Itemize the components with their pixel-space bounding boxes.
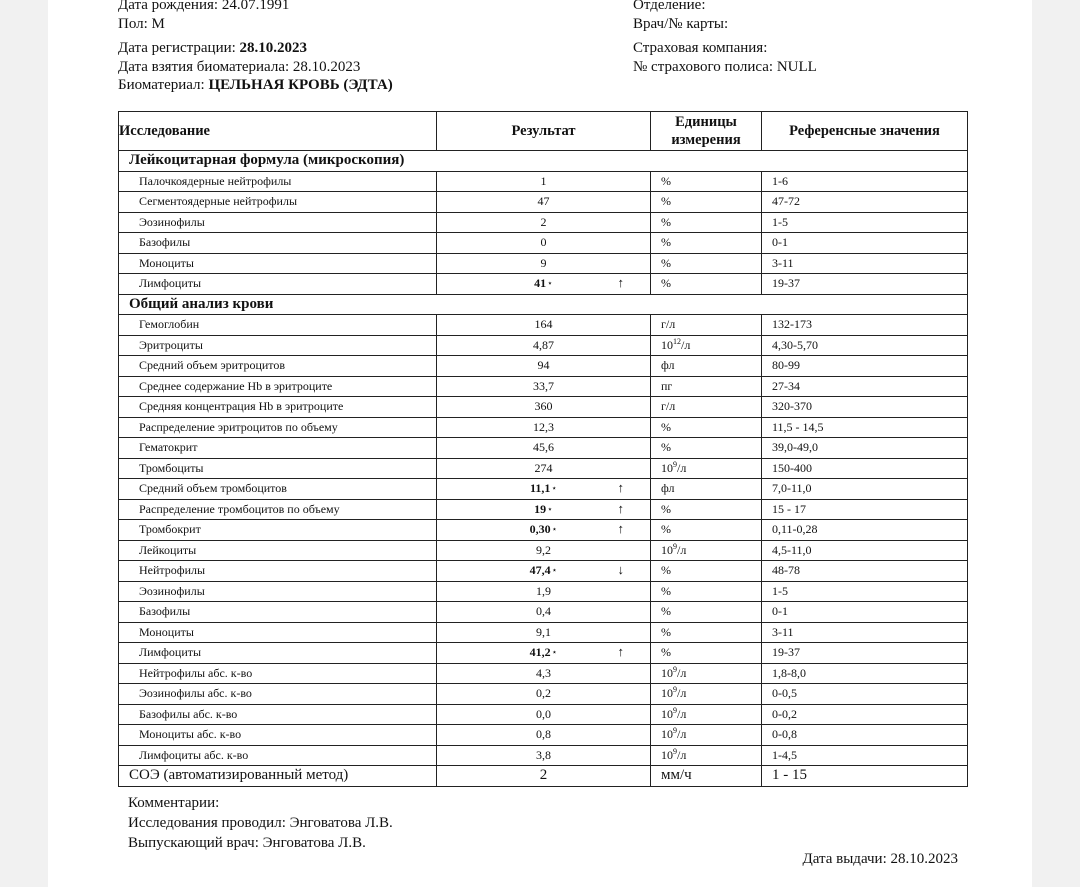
test-result <box>437 643 651 664</box>
test-name: Моноциты абс. к-во <box>119 725 437 746</box>
test-reference: 47-72 <box>762 192 968 213</box>
table-row <box>119 622 968 643</box>
table-row <box>119 684 968 705</box>
section-header-row <box>119 294 968 315</box>
test-unit: $10^{12}/л$ <box>651 335 762 356</box>
test-result <box>437 233 651 254</box>
test-reference: 0-0,2 <box>762 704 968 725</box>
test-result: 2 <box>437 766 651 787</box>
test-name: Средний объем эритроцитов <box>119 356 437 377</box>
registration-date: Дата регистрации: 28.10.2023 <box>118 40 308 56</box>
test-unit: % <box>651 417 762 438</box>
test-result <box>437 212 651 233</box>
test-name: Среднее содержание Hb в эритроците <box>119 376 437 397</box>
result-value: 4,3 <box>536 665 551 680</box>
test-reference: 150-400 <box>762 458 968 479</box>
test-result <box>437 479 651 500</box>
table-row <box>119 704 968 725</box>
test-result <box>437 704 651 725</box>
table-row <box>119 499 968 520</box>
test-name: Распределение тромбоцитов по объему <box>119 499 437 520</box>
department: Отделение: <box>633 0 706 13</box>
test-unit: $10^9/л$ <box>651 684 762 705</box>
arrow-up-icon: ↑ <box>617 480 624 495</box>
section-header-row <box>119 151 968 172</box>
test-result <box>437 684 651 705</box>
table-row <box>119 417 968 438</box>
test-result <box>437 171 651 192</box>
test-unit: % <box>651 233 762 254</box>
test-result <box>437 417 651 438</box>
test-name: Тромбоциты <box>119 458 437 479</box>
test-reference: 132-173 <box>762 315 968 336</box>
test-name: Нейтрофилы абс. к-во <box>119 663 437 684</box>
test-result <box>437 663 651 684</box>
test-result <box>437 581 651 602</box>
table-row <box>119 192 968 213</box>
test-unit: $10^9/л$ <box>651 458 762 479</box>
table-row <box>119 274 968 295</box>
abnormal-star-icon: ⋆ <box>551 647 558 658</box>
test-name: Моноциты <box>119 253 437 274</box>
test-result <box>437 274 651 295</box>
table-header-row <box>119 112 968 151</box>
table-row <box>119 643 968 664</box>
section-title: Лейкоцитарная формула (микроскопия) <box>119 151 968 172</box>
abnormal-star-icon: ⋆ <box>551 524 558 535</box>
test-unit: $10^9/л$ <box>651 663 762 684</box>
result-value: 0,2 <box>536 686 551 701</box>
result-value: 47,4 <box>529 563 551 578</box>
patient-info <box>118 0 393 95</box>
test-reference: 1 - 15 <box>762 766 968 787</box>
insurance-policy: № страхового полиса: NULL <box>633 58 817 75</box>
result-value: 0,8 <box>536 727 551 742</box>
test-unit: % <box>651 171 762 192</box>
header-result: Результат <box>437 112 651 151</box>
test-unit: % <box>651 561 762 582</box>
doctor-card: Врач/№ карты: <box>633 15 729 32</box>
test-unit: пг <box>651 376 762 397</box>
test-unit: $10^9/л$ <box>651 725 762 746</box>
table-row <box>119 253 968 274</box>
test-reference: 0-1 <box>762 233 968 254</box>
section-title: Общий анализ крови <box>119 294 968 315</box>
test-result <box>437 458 651 479</box>
test-name: Эозинофилы <box>119 212 437 233</box>
table-row <box>119 233 968 254</box>
performed-by: Исследования проводил: Энговатова Л.В. <box>128 815 393 831</box>
arrow-up-icon: ↑ <box>617 275 624 290</box>
issue-date: Дата выдачи: 28.10.2023 <box>802 851 958 867</box>
test-unit: % <box>651 253 762 274</box>
table-row <box>119 438 968 459</box>
result-value: 4,87 <box>533 337 554 352</box>
result-value: 0,0 <box>536 706 551 721</box>
test-reference: 0-0,5 <box>762 684 968 705</box>
abnormal-star-icon: ⋆ <box>547 278 553 289</box>
result-value: 360 <box>534 399 553 414</box>
test-unit: г/л <box>651 315 762 336</box>
test-result <box>437 745 651 766</box>
test-name: Лимфоциты <box>119 643 437 664</box>
test-reference: 19-37 <box>762 643 968 664</box>
table-row <box>119 335 968 356</box>
test-name: Базофилы абс. к-во <box>119 704 437 725</box>
test-result <box>437 602 651 623</box>
result-value: 1,9 <box>536 583 551 598</box>
result-value: 0 <box>540 235 547 250</box>
table-row <box>119 212 968 233</box>
table-row <box>119 356 968 377</box>
test-unit: фл <box>651 356 762 377</box>
arrow-up-icon: ↑ <box>617 521 624 536</box>
table-row <box>119 561 968 582</box>
test-result <box>437 725 651 746</box>
result-value: 2 <box>540 214 547 229</box>
header-test: Исследование <box>119 112 437 151</box>
test-name: Лейкоциты <box>119 540 437 561</box>
table-row <box>119 663 968 684</box>
test-reference: 1-4,5 <box>762 745 968 766</box>
sample-date: Дата взятия биоматериала: 28.10.2023 <box>118 58 361 75</box>
test-name: Лимфоциты абс. к-во <box>119 745 437 766</box>
test-result <box>437 622 651 643</box>
test-reference: 48-78 <box>762 561 968 582</box>
table-row <box>119 520 968 541</box>
test-reference: 1-5 <box>762 581 968 602</box>
test-name: Палочкоядерные нейтрофилы <box>119 171 437 192</box>
table-row <box>119 581 968 602</box>
clinic-info <box>633 0 817 76</box>
test-name: Эозинофилы <box>119 581 437 602</box>
biomaterial: Биоматериал: ЦЕЛЬНАЯ КРОВЬ (ЭДТА) <box>118 77 393 93</box>
result-value: 47 <box>537 194 550 209</box>
table-row <box>119 725 968 746</box>
result-value: 19 <box>534 501 547 516</box>
report-footer <box>128 793 393 853</box>
abnormal-star-icon: ⋆ <box>547 503 553 514</box>
result-value: 3,8 <box>536 747 551 762</box>
test-name: СОЭ (автоматизированный метод) <box>119 766 437 787</box>
test-name: Тромбокрит <box>119 520 437 541</box>
arrow-up-icon: ↑ <box>617 500 624 516</box>
test-reference: 320-370 <box>762 397 968 418</box>
test-name: Гемоглобин <box>119 315 437 336</box>
test-reference: 0-1 <box>762 602 968 623</box>
result-value: 274 <box>534 460 553 475</box>
result-value: 9,1 <box>536 624 551 639</box>
test-result <box>437 499 651 520</box>
test-reference: 1,8-8,0 <box>762 663 968 684</box>
test-name: Лимфоциты <box>119 274 437 295</box>
test-reference: 0,11-0,28 <box>762 520 968 541</box>
test-reference: 11,5 - 14,5 <box>762 417 968 438</box>
comments: Комментарии: <box>128 795 220 811</box>
test-result <box>437 520 651 541</box>
test-unit: фл <box>651 479 762 500</box>
result-value: 41 <box>534 276 547 291</box>
test-name: Эритроциты <box>119 335 437 356</box>
test-name: Распределение эритроцитов по объему <box>119 417 437 438</box>
test-result <box>437 315 651 336</box>
test-result <box>437 192 651 213</box>
result-value: 11,1 <box>530 481 551 496</box>
esr-row <box>119 766 968 787</box>
test-reference: 1-5 <box>762 212 968 233</box>
test-unit: % <box>651 274 762 295</box>
test-unit: % <box>651 499 762 520</box>
test-result <box>437 561 651 582</box>
test-name: Средний объем тромбоцитов <box>119 479 437 500</box>
insurance-company: Страховая компания: <box>633 40 768 56</box>
header-units: Единицы измерения <box>651 112 762 151</box>
test-reference: 27-34 <box>762 376 968 397</box>
table-row <box>119 458 968 479</box>
test-reference: 1-6 <box>762 171 968 192</box>
test-name: Базофилы <box>119 233 437 254</box>
test-unit: % <box>651 520 762 541</box>
birth-date: Дата рождения: 24.07.1991 <box>118 0 290 13</box>
arrow-up-icon: ↑ <box>617 644 624 659</box>
arrow-down-icon: ↓ <box>617 562 624 577</box>
test-reference: 3-11 <box>762 253 968 274</box>
table-row <box>119 540 968 561</box>
test-unit: % <box>651 602 762 623</box>
test-reference: 15 - 17 <box>762 499 968 520</box>
result-value: 9 <box>540 255 547 270</box>
test-reference: 19-37 <box>762 274 968 295</box>
result-value: 45,6 <box>533 440 554 455</box>
test-reference: 4,5-11,0 <box>762 540 968 561</box>
table-row <box>119 397 968 418</box>
test-name: Базофилы <box>119 602 437 623</box>
test-unit: % <box>651 581 762 602</box>
result-value: 164 <box>534 317 553 332</box>
test-result <box>437 438 651 459</box>
test-result <box>437 335 651 356</box>
test-name: Моноциты <box>119 622 437 643</box>
test-result <box>437 540 651 561</box>
test-reference: 80-99 <box>762 356 968 377</box>
sex: Пол: М <box>118 15 165 32</box>
result-value: 33,7 <box>533 378 554 393</box>
result-value: 94 <box>537 358 550 373</box>
test-reference: 3-11 <box>762 622 968 643</box>
test-name: Нейтрофилы <box>119 561 437 582</box>
table-row <box>119 171 968 192</box>
result-value: 9,2 <box>536 542 551 557</box>
result-value: 41,2 <box>529 645 551 660</box>
test-reference: 0-0,8 <box>762 725 968 746</box>
test-reference: 7,0-11,0 <box>762 479 968 500</box>
abnormal-star-icon: ⋆ <box>551 483 557 494</box>
test-unit: % <box>651 622 762 643</box>
test-name: Эозинофилы абс. к-во <box>119 684 437 705</box>
test-unit: г/л <box>651 397 762 418</box>
test-result <box>437 376 651 397</box>
result-value: 0,30 <box>529 522 551 537</box>
table-row <box>119 602 968 623</box>
test-result <box>437 397 651 418</box>
test-unit: % <box>651 438 762 459</box>
test-result <box>437 253 651 274</box>
test-unit: % <box>651 212 762 233</box>
test-unit: $10^9/л$ <box>651 745 762 766</box>
table-row <box>119 315 968 336</box>
test-unit: $10^9/л$ <box>651 540 762 561</box>
result-value: 12,3 <box>533 419 554 434</box>
result-value: 1 <box>540 173 547 188</box>
test-unit: $10^9/л$ <box>651 704 762 725</box>
table-row <box>119 376 968 397</box>
test-unit: % <box>651 643 762 664</box>
test-name: Сегментоядерные нейтрофилы <box>119 192 437 213</box>
issuing-doctor: Выпускающий врач: Энговатова Л.В. <box>128 835 366 851</box>
test-name: Гематокрит <box>119 438 437 459</box>
result-value: 0,4 <box>536 604 551 619</box>
test-unit: мм/ч <box>651 766 762 787</box>
results-table <box>118 111 968 787</box>
test-unit: % <box>651 192 762 213</box>
lab-report-page <box>48 0 1032 887</box>
test-result <box>437 356 651 377</box>
test-reference: 39,0-49,0 <box>762 438 968 459</box>
test-name: Средняя концентрация Hb в эритроците <box>119 397 437 418</box>
abnormal-star-icon: ⋆ <box>551 565 558 576</box>
table-row <box>119 479 968 500</box>
test-reference: 4,30-5,70 <box>762 335 968 356</box>
table-row <box>119 745 968 766</box>
header-reference: Референсные значения <box>762 112 968 151</box>
